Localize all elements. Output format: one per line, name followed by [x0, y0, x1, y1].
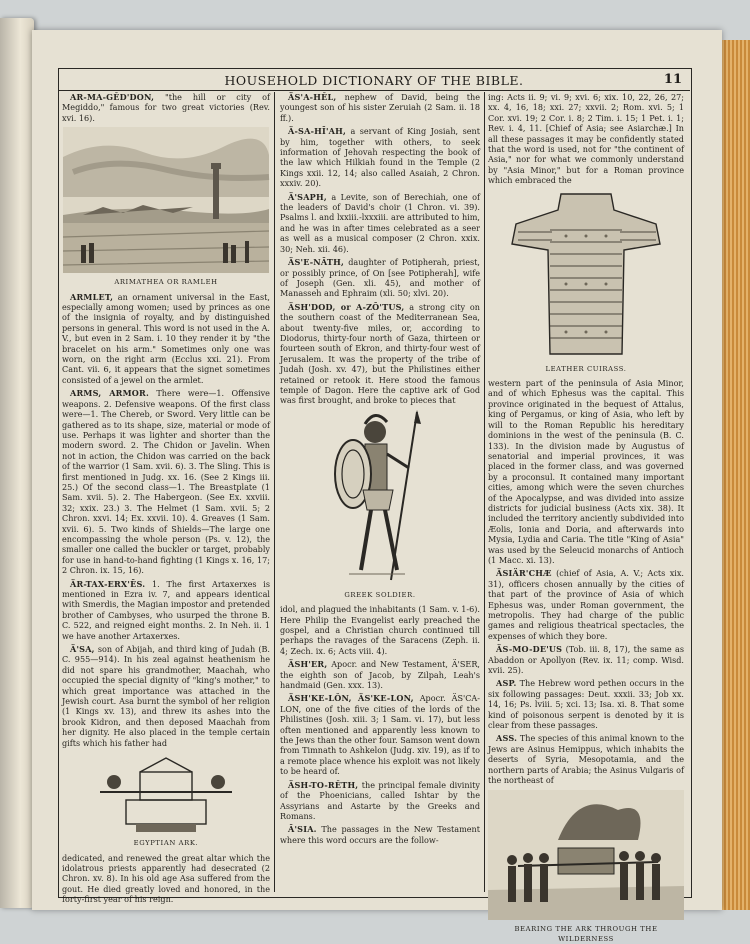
entry-ass: ASS. The species of this animal known to the Jews are Asinus Hemippus, which inhabits the deserts of Syria, Mesopotamia, and the northern parts of Arabia; the Asinus Vulgaris of the northeast of — [488, 733, 684, 785]
entry-asia-continued-2: western part of the peninsula of Asia Minor, and of which Ephesus was the capital. This province originated in the bequest of Attalus, king of Pergamus, or king of Asia, who left by will to the Roman Republic his hereditary dominions in the west of the peninsula (B. C. 133). In the division made by Augustus of senatorial and imperial provinces, it was placed in the former class, and was governed by a proconsul. It contained many important cities, among which were the seven churches of the Apocalypse, and was divided into assize districts for judicial business (Acts xix. 38). It included the territory anciently subdivided into Æolis, Ionia and Doria, and afterwards into Mysia, Lydia and Caria. The title "King of Asia" was used by the Seleucid monarchs of Antioch (1 Macc. xi. 13). — [488, 378, 684, 565]
entry-asenath: ÄS'E-NĀTH, daughter of Potipherah, priest, or possibly prince, of On [see Potipherah], wife of Joseph (Gen. xli. 45), and mother of Manasseh and Ephraim (xli. 50; xlvi. 20). — [280, 257, 480, 299]
entry-asa-continued: dedicated, and renewed the great altar which the idolatrous priests apparently had desecrated (2 Chron. xv. 8). In his old age Asa suffered from the gout. He died greatly loved and honored, in the forty-first year of his reign. — [62, 853, 270, 905]
column-2 — [280, 92, 480, 892]
caption-greek-soldier: GREEK SOLDIER. — [280, 590, 480, 600]
column-3 — [488, 92, 684, 892]
entry-asaph: Ä'SAPH, a Levite, son of Berechiah, one of the leaders of David's choir (1 Chron. vi. 39). Psalms l. and lxxiii.-lxxxiii. are attributed to him, and he was in after times celebrated as a seer as well as a musical composer (2 Chron. xxix. 30; Neh. xii. 46). — [280, 192, 480, 254]
caption-egyptian-ark: EGYPTIAN ARK. — [62, 838, 270, 848]
caption-arimathea: ARIMATHEA OR RAMLEH — [62, 277, 270, 287]
entry-asa: Ä'SA, son of Abijah, and third king of Judah (B. C. 955—914). In his zeal against heathenism he did not spare his grandmother, Maachah, who occupied the special dignity of "king's mother," to which great importance was attached in the Jewish court. Asa burnt the symbol of her religion (1 Kings xv. 13), and threw its ashes into the brook Kidron, and then deposed Maachah from her dignity. He also placed in the temple certain gifts which his father had — [62, 644, 270, 748]
book-page — [32, 30, 722, 910]
page-number: 11 — [664, 72, 682, 87]
entry-asia-continued: ing: Acts ii. 9; vi. 9; xvi. 6; xix. 10, 22, 26, 27; xx. 4, 16, 18; xxi. 27; xxvii. 2; Rom. xvi. 5; 1 Cor. xvi. 19; 2 Cor. i. 8; 2 Tim. i. 15; 1 Pet. i. 1; Rev. i. 4, 11. [Chief of Asia; see Asiarchæ.] In all these passages it may be confidently stated that the word is used, not for "the continent of Asia," nor for what we commonly understand by "Asia Minor," but for a Roman province which embraced the — [488, 92, 684, 186]
entry-arms: ARMS, ARMOR. There were—1. Offensive weapons. 2. Defensive weapons. Of the first class were—1. The Chereb, or Sword. Very little can be gathered as to its shape, size, material or mode of use. Perhaps it was lighter and shorter than the modern sword. 2. The Chidon or Javelin. When not in action, the Chidon was carried on the back of the warrior (1 Sam. xvii. 6). 3. The Sling. This is first mentioned in Judg. xx. 16. (See 2 Kings iii. 25.) Of the second class—1. The Breastplate (1 Sam. xvii. 5). 2. The Habergeon. (See Ex. xxviii. 32; xxix. 23.) 3. The Helmet (1 Sam. xvii. 5; 2 Chron. xxvi. 14; Ex. xxvii. 10). 4. Greaves (1 Sam. xvii. 6). 5. Two kinds of Shields—The large one encompassing the whole person (Ps. v. 12), the smaller one called the buckler or target, probably for use in hand-to-hand fighting (1 Kings x. 16, 17; 2 Chron. ix. 15, 16). — [62, 388, 270, 575]
entry-asahiah: Ä-SA-HĪ'AH, a servant of King Josiah, sent by him, together with others, to seek information of Jehovah respecting the book of the law which Hilkiah found in the Temple (2 Kings xxii. 12, 14; also called Asaiah, 2 Chron. xxxiv. 20). — [280, 126, 480, 188]
arimathea-illustration — [63, 127, 269, 273]
leather-cuirass-illustration — [506, 190, 666, 360]
entry-asahel: ÄS'A-HĔL, nephew of David, being the youngest son of his sister Zeruiah (2 Sam. ii. 18 ff.). — [280, 92, 480, 123]
egyptian-ark-illustration — [96, 752, 236, 834]
page-title: HOUSEHOLD DICTIONARY OF THE BIBLE. — [58, 73, 690, 88]
entry-asmodeus: ÄS-MO-DE'US (Tob. iii. 8, 17), the same as Abaddon or Apollyon (Rev. ix. 11; comp. Wisd. xvii. 25). — [488, 644, 684, 675]
greek-soldier-illustration — [305, 410, 455, 586]
entry-armlet: ARMLET, an ornament universal in the East, especially among women; used by princes as one of the insignia of royalty, and by distinguished persons in general. This word is not used in the A. V., but even in 2 Sam. i. 10 they render it by "the bracelet on his arm." Sometimes only one was worn, on the right arm (Ecclus xxi. 21). From Cant. vii. 6, it appears that the signet sometimes consisted of a jewel on the armlet. — [62, 292, 270, 386]
entry-armageddon: AR-MA-GĔD'DON, "the hill or city of Megiddo," famous for two great victories (Rev. xvi. 16). — [62, 92, 270, 123]
bearing-ark-illustration — [488, 790, 684, 920]
column-rule — [274, 92, 275, 892]
entry-ashkelon: ÄSH'KE-LŎN, ÄS'KE-LON, Apocr. ÄS'CA-LON, one of the five cities of the lords of the Philistines (Josh. xiii. 3; 1 Sam. vi. 17), but less often mentioned and apparently less known to the Jews than the other four. Samson went down from Timnath to Ashkelon (Judg. xiv. 19), as if to a remote place whence his exploit was not likely to be heard of. — [280, 693, 480, 776]
running-header — [58, 70, 690, 91]
column-rule — [484, 92, 485, 892]
column-1 — [62, 92, 270, 892]
headword: AR-MA-GĔD'DON, — [70, 92, 154, 102]
entry-asher: ÄSH'ER, Apocr. and New Testament, Ä'SER, the eighth son of Jacob, by Zilpah, Leah's handmaid (Gen. xxx. 13). — [280, 659, 480, 690]
entry-asp: ASP. The Hebrew word pethen occurs in the six following passages: Deut. xxxii. 33; Job xx. 14, 16; Ps. lviii. 5; xci. 13; Isa. xi. 8. That some kind of poisonous serpent is denoted by it is clear from these passages. — [488, 678, 684, 730]
entry-asiarchae: ÄSIÄR'CHÆ (chief of Asia, A. V.; Acts xix. 31), officers chosen annually by the cities of that part of the province of Asia of which Ephesus was, under Roman government, the metropolis. They had charge of the public games and religious theatrical spectacles, the expenses of which they bore. — [488, 568, 684, 641]
entry-ashdod-continued: idol, and plagued the inhabitants (1 Sam. v. 1-6). Here Philip the Evangelist early preached the gospel, and a Christian church continued till perhaps the ravages of the Saracens (Zeph. ii. 4; Zech. ix. 6; Acts viii. 4). — [280, 604, 480, 656]
caption-leather-cuirass: LEATHER CUIRASS. — [488, 364, 684, 374]
entry-ashdod: ÄSH'DOD, or A-ZŌ'TUS, a strong city on the southern coast of the Mediterranean Sea, about twenty-five miles, or, according to Diodorus, thirty-four north of Gaza, thirteen or fourteen south of Ekron, and thirty-four west of Jerusalem. It was the property of the tribe of Judah (Josh. xv. 47), but the Philistines either retained or retook it. Here stood the famous temple of Dagon. Here the captive ark of God was first brought, and broke to pieces that — [280, 302, 480, 406]
entry-asia: Ā'SIA. The passages in the New Testament where this word occurs are the follow- — [280, 824, 480, 845]
left-page-edge — [0, 18, 34, 908]
entry-ashtoreth: ÄSH-TO-RĔTH, the principal female divinity of the Phoenicians, called Ishtar by the Assyrians and Astarte by the Greeks and Romans. — [280, 780, 480, 822]
caption-bearing-ark: BEARING THE ARK THROUGH THE WILDERNESS — [488, 924, 684, 944]
entry-artaxerxes: ÄR-TAX-ERX'ĒS. 1. The first Artaxerxes is mentioned in Ezra iv. 7, and appears identical with Smerdis, the Magian impostor and pretended brother of Cambyses, who usurped the throne B. C. 522, and reigned eight months. 2. In Neh. ii. 1 we have another Artaxerxes. — [62, 579, 270, 641]
